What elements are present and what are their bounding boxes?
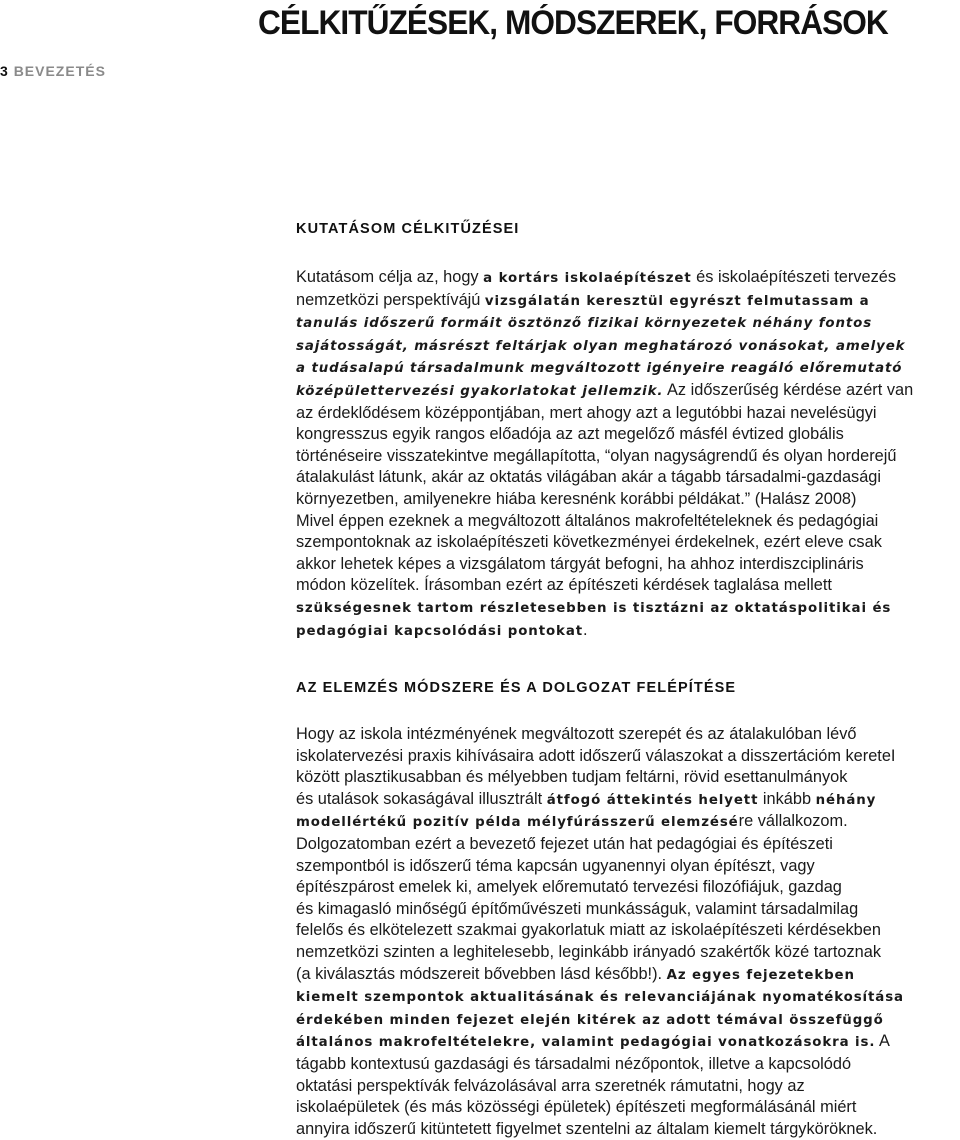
page-title: CÉLKITŰZÉSEK, MÓDSZEREK, FORRÁSOK: [258, 4, 888, 42]
section-research-goals: [296, 221, 956, 642]
text-line: [296, 920, 956, 942]
text-line: [296, 424, 956, 446]
text-line: [296, 899, 956, 921]
emphasis-run: kiemelt szempontok aktualitásának és relevanciájának nyomatékosítása: [296, 990, 904, 1006]
text-run: kongresszus egyik rangos előadója az azt megelőző másfél évtized globális: [296, 425, 844, 444]
text-run: Dolgozatomban ezért a bevezető fejezet után hat pedagógiai és építészeti: [296, 834, 833, 853]
text-run: akkor lehetek képes a vizsgálatom tárgyát befogni, ha ahhoz interdiszciplináris: [296, 554, 864, 573]
running-head: [0, 63, 106, 79]
text-line: [296, 597, 956, 620]
text-line: [296, 834, 956, 856]
text-line: [296, 489, 956, 511]
text-run: és utalások sokaságával illusztrált: [296, 789, 547, 808]
chapter-label: BEVEZETÉS: [13, 63, 106, 79]
goals-paragraph: [296, 267, 956, 642]
text-run: re vállalkozom.: [738, 812, 848, 831]
text-run: átalakulást látunk, akár az oktatás világában akár a tágabb társadalmi-gazdasági: [296, 468, 882, 487]
text-line: [296, 1076, 956, 1098]
text-line: [296, 467, 956, 489]
emphasis-run: a kortárs iskolaépítészet: [483, 271, 692, 286]
text-line: [296, 290, 956, 313]
text-line: [296, 877, 956, 899]
text-line: [296, 380, 956, 403]
text-run: iskolaépületek (és más közösségi épületek) építészeti megformálásánál miért: [296, 1098, 857, 1117]
text-line: [296, 532, 956, 554]
text-line: [296, 554, 956, 576]
text-line: [296, 986, 956, 1009]
text-line: [296, 312, 956, 335]
text-line: [296, 267, 956, 290]
text-run: Mivel éppen ezeknek a megváltozott általános makrofeltételeknek és pedagógiai: [296, 511, 879, 530]
text-line: [296, 1097, 956, 1119]
emphasis-run: átfogó áttekintés helyett: [546, 792, 759, 808]
text-run: nemzetközi szinten a leghitelesebb, leginkább irányadó szakértők közé tartoznak: [296, 942, 882, 961]
text-run: A: [875, 1032, 890, 1051]
text-run: és iskolaépítészeti tervezés: [691, 268, 897, 286]
text-line: [296, 335, 956, 358]
text-run: között plasztikusabban és mélyebben tudjam feltárni, rövid esettanulmányok: [296, 768, 848, 787]
text-run: szempontoknak az iskolaépítészeti következményei érdekelnek, ezért eleve csak: [296, 533, 882, 552]
text-line: [296, 856, 956, 878]
page-number: 3: [0, 63, 9, 79]
text-line: [296, 724, 956, 746]
emphasis-run: néhány: [815, 792, 877, 808]
text-run: szempontból is időszerű téma kapcsán ugyanennyi olyan építészt, vagy: [296, 856, 815, 875]
text-run: történéseire visszatekintve megállapította, “olyan nagyságrendű és olyan horderejű: [296, 446, 897, 465]
emphasis-run: vizsgálatán keresztül egyrészt felmutassam a: [484, 293, 870, 309]
emphasis-run: Az egyes fejezetekben: [666, 967, 855, 983]
text-line: [296, 620, 956, 643]
emphasis-run: középülettervezési gyakorlatokat jellemzik.: [296, 383, 664, 399]
text-run: tágabb kontextusú gazdasági és társadalmi nézőpontok, illetve a kapcsolódó: [296, 1054, 852, 1073]
text-run: iskolatervezési praxis kihívásaira adott időszerű válaszokat a disszertációm kereteI: [296, 746, 896, 765]
text-run: Kutatásom célja az, hogy: [296, 268, 484, 286]
emphasis-run: érdekében minden fejezet elején kitérek az adott témával összefüggő: [296, 1012, 884, 1028]
text-run: .: [583, 620, 588, 639]
emphasis-run: általános makrofeltételekre, valamint pedagógiai vonatkozásokra is.: [296, 1035, 876, 1051]
text-run: az érdeklődésem középpontjában, mert ahogy azt a legutóbbi hazai nevelésügyi: [296, 403, 877, 422]
text-run: Hogy az iskola intézményének megváltozott szerepét és az átalakulóban lévő: [296, 725, 857, 743]
text-line: [296, 357, 956, 380]
text-run: annyira időszerű kitüntetett figyelmet szentelni az általam kiemelt tárgyköröknek.: [296, 1119, 878, 1138]
section-heading-goals: KUTATÁSOM CÉLKITŰZÉSEI: [296, 221, 520, 237]
text-run: és kimagasló minőségű építőművészeti munkásságuk, valamint társadalmilag: [296, 899, 859, 918]
text-run: felelős és elkötelezett szakmai gyakorlatuk miatt az iskolaépítészeti kérdésekben: [296, 921, 881, 940]
text-run: oktatási perspektívák felvázolásával arra szeretnék rámutatni, hogy az: [296, 1076, 805, 1095]
text-run: Az időszerűség kérdése azért van: [663, 380, 914, 399]
emphasis-run: sajátosságát, másrészt feltárjak olyan meghatározó vonásokat, amelyek: [296, 338, 906, 354]
text-line: [296, 575, 956, 597]
text-line: [296, 1119, 956, 1140]
text-line: [296, 1009, 956, 1032]
emphasis-run: a tudásalapú társadalmunk megváltozott igényeire reagáló előremutató: [296, 361, 903, 377]
text-run: környezetben, amilyenekre hiába keresnénk korábbi példákat.” (Halász 2008): [296, 489, 857, 508]
method-paragraph: [296, 724, 956, 1140]
emphasis-run: tanulás időszerű formáit ösztönző fizikai környezetek néhány fontos: [296, 316, 873, 332]
emphasis-run: modellértékű pozitív példa mélyfúrásszerű elemzésé: [296, 815, 739, 831]
text-line: [296, 767, 956, 789]
text-run: nemzetközi perspektívájú: [296, 290, 485, 309]
text-line: [296, 511, 956, 533]
text-line: [296, 1054, 956, 1076]
text-run: inkább: [758, 789, 816, 808]
emphasis-run: szükségesnek tartom részletesebben is tisztázni az oktatáspolitikai és: [296, 600, 892, 616]
text-run: építészpárost emelek ki, amelyek előremutató tervezési filozófiájuk, gazdag: [296, 878, 842, 897]
text-line: [296, 403, 956, 425]
text-line: [296, 811, 956, 834]
text-line: [296, 1031, 956, 1054]
text-run: módon közelítek. Írásomban ezért az építészeti kérdések taglalása mellett: [296, 576, 832, 595]
section-method-structure: [296, 680, 956, 1140]
text-line: [296, 446, 956, 468]
text-line: [296, 964, 956, 987]
text-line: [296, 942, 956, 964]
emphasis-run: pedagógiai kapcsolódási pontokat: [296, 623, 584, 639]
section-heading-method: AZ ELEMZÉS MÓDSZERE ÉS A DOLGOZAT FELÉPÍTÉSE: [296, 680, 737, 696]
text-line: [296, 746, 956, 768]
text-line: [296, 789, 956, 812]
text-run: (a kiválasztás módszereit bővebben lásd később!).: [296, 964, 667, 983]
